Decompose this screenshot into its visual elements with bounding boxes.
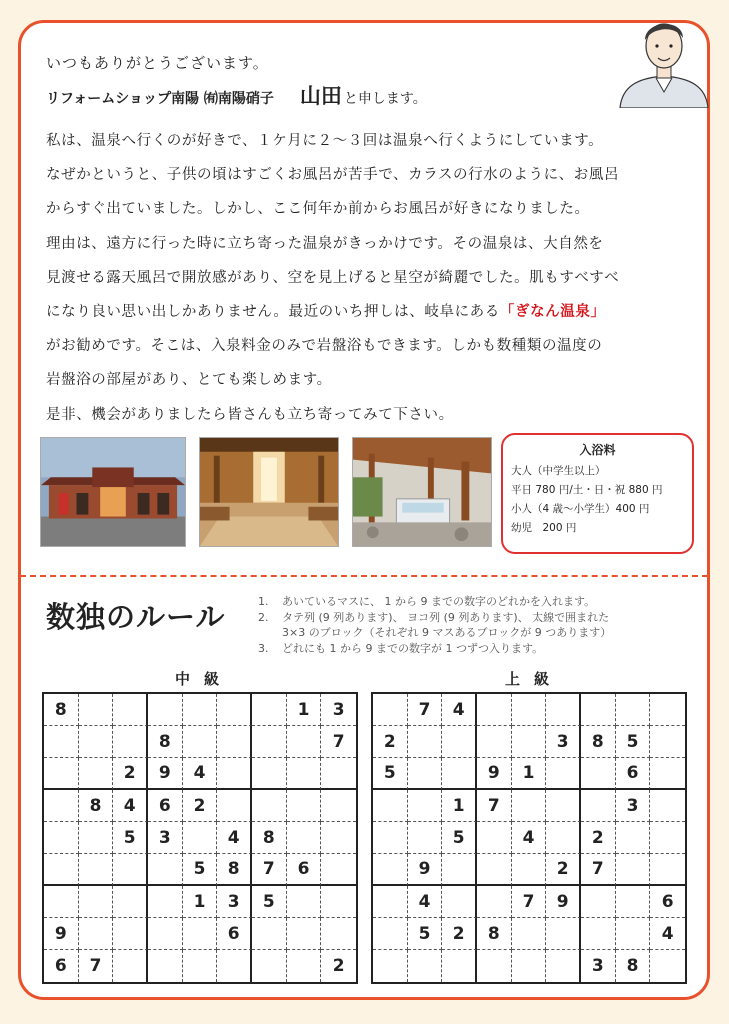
essay-line: がお勧めです。そこは、入泉料金のみで岩盤浴もできます。しかも数種類の温度の [46,338,603,355]
sudoku-cell[interactable] [44,726,79,758]
essay-line: からすぐ出ていました。しかし、ここ何年か前からお風呂が好きになりました。 [46,201,590,218]
onsen-exterior-photo [40,437,186,547]
essay-line: なぜかというと、子供の頃はすごくお風呂が苦手で、カラスの行水のように、お風呂 [46,167,620,184]
sudoku-cell[interactable]: 8 [616,950,651,982]
sudoku-rules-title: 数独のルール [46,600,226,634]
sudoku-cell[interactable] [477,726,512,758]
sudoku-cell[interactable] [113,886,148,918]
rule-text: あいているマスに、 1 から 9 までの数字のどれかを入れます。 [282,595,596,608]
sudoku-cell[interactable]: 6 [217,918,252,950]
sudoku-cell[interactable]: 8 [581,726,616,758]
sudoku-cell[interactable] [408,726,443,758]
staff-avatar-illustration [612,8,716,108]
essay-line: 理由は、遠方に行った時に立ち寄った温泉がきっかけです。その温泉は、大自然を [46,235,604,252]
sudoku-cell[interactable]: 8 [79,790,114,822]
sudoku-cell[interactable]: 7 [79,950,114,982]
sudoku-cell[interactable]: 9 [408,854,443,886]
essay-line: 岩盤浴の部屋があり、とても楽しめます。 [46,372,332,389]
sudoku-cell[interactable]: 7 [408,694,443,726]
sudoku-cell[interactable]: 6 [148,790,183,822]
sudoku-cell[interactable] [442,950,477,982]
sudoku-cell[interactable] [408,950,443,982]
hard-level-label: 上級 [505,670,564,688]
sudoku-cell[interactable] [373,694,408,726]
sudoku-cell[interactable]: 1 [442,790,477,822]
sudoku-cell[interactable] [79,918,114,950]
sudoku-cell[interactable] [512,694,547,726]
sudoku-cell[interactable] [79,854,114,886]
sudoku-grid-hard [371,692,687,984]
sudoku-cell[interactable] [44,886,79,918]
sudoku-cell[interactable] [113,726,148,758]
rule-item [258,594,611,610]
sudoku-cell[interactable] [581,790,616,822]
sudoku-cell[interactable] [321,886,356,918]
sudoku-cell[interactable] [79,694,114,726]
sudoku-cell[interactable]: 4 [217,822,252,854]
rotenburo-photo [352,437,492,547]
sudoku-cell[interactable] [442,854,477,886]
sudoku-cell[interactable] [321,822,356,854]
rule-number: 2. [258,610,269,624]
sudoku-cell[interactable]: 3 [321,694,356,726]
sudoku-cell[interactable] [373,822,408,854]
sudoku-cell[interactable] [217,726,252,758]
fee-row: 大人（中学生以上） [511,465,606,477]
sudoku-cell[interactable] [183,918,218,950]
essay-line: 見渡せる露天風呂で開放感があり、空を見上げると星空が綺麗でした。肌もすべすべ [46,269,620,286]
sudoku-cell[interactable]: 3 [581,950,616,982]
sudoku-cell[interactable]: 6 [616,758,651,790]
rule-text: 3×3 のブロック（それぞれ 9 マスあるブロックが 9 つあります） [282,626,612,639]
sudoku-cell[interactable]: 3 [217,886,252,918]
sudoku-cell[interactable] [287,822,322,854]
sudoku-cell[interactable] [650,758,685,790]
sudoku-cell[interactable] [477,694,512,726]
sudoku-cell[interactable]: 7 [581,854,616,886]
sudoku-cell[interactable] [321,854,356,886]
sudoku-cell[interactable]: 2 [442,918,477,950]
sudoku-cell[interactable] [650,726,685,758]
sudoku-cell[interactable] [442,886,477,918]
sudoku-cell[interactable]: 4 [512,822,547,854]
rule-text: どれにも 1 から 9 までの数字が 1 つずつ入ります。 [282,641,544,655]
sudoku-cell[interactable]: 2 [546,854,581,886]
rule-text: タテ列 (9 列あります)、 ヨコ列 (9 列あります)、 太線で囲まれた [282,610,610,624]
sudoku-cell[interactable]: 4 [442,694,477,726]
sudoku-cell[interactable] [442,758,477,790]
sudoku-cell[interactable] [79,822,114,854]
sudoku-cell[interactable] [252,950,287,982]
sudoku-cell[interactable] [252,790,287,822]
sudoku-cell[interactable] [44,758,79,790]
sudoku-cell[interactable]: 5 [252,886,287,918]
sudoku-cell[interactable]: 1 [287,694,322,726]
sudoku-cell[interactable] [79,726,114,758]
sudoku-cell[interactable] [408,790,443,822]
sudoku-cell[interactable] [252,726,287,758]
sudoku-cell[interactable] [217,694,252,726]
sudoku-cell[interactable]: 5 [616,726,651,758]
rule-item-continued [258,625,611,641]
essay-body [46,124,686,432]
sudoku-cell[interactable] [79,758,114,790]
sudoku-cell[interactable]: 1 [512,758,547,790]
sudoku-cell[interactable] [321,758,356,790]
sudoku-cell[interactable]: 4 [183,758,218,790]
sudoku-cell[interactable] [546,694,581,726]
sudoku-cell[interactable] [44,790,79,822]
sudoku-cell[interactable] [148,886,183,918]
section-divider [20,575,708,577]
essay-line-highlight [46,295,686,329]
sudoku-cell[interactable] [148,950,183,982]
sudoku-cell[interactable] [217,950,252,982]
sudoku-cell[interactable] [113,854,148,886]
sudoku-cell[interactable] [616,694,651,726]
sudoku-cell[interactable]: 3 [616,790,651,822]
sudoku-cell[interactable] [373,854,408,886]
sudoku-cell[interactable] [113,918,148,950]
sudoku-cell[interactable] [287,886,322,918]
ganbanyoku-room-photo [199,437,339,547]
sudoku-cell[interactable] [616,918,651,950]
sudoku-cell[interactable] [373,886,408,918]
shop-intro-line [46,80,427,110]
sudoku-cell[interactable] [546,790,581,822]
sudoku-cell[interactable]: 6 [44,950,79,982]
sudoku-cell[interactable] [148,918,183,950]
sudoku-cell[interactable] [321,918,356,950]
sudoku-cell[interactable] [183,822,218,854]
sudoku-cell[interactable] [650,790,685,822]
sudoku-cell[interactable]: 9 [148,758,183,790]
sudoku-cell[interactable]: 4 [650,918,685,950]
sudoku-cell[interactable] [44,854,79,886]
sudoku-cell[interactable] [477,950,512,982]
sudoku-cell[interactable]: 2 [332,956,345,976]
sudoku-cell[interactable]: 5 [113,822,148,854]
sudoku-cell[interactable] [373,918,408,950]
sudoku-cell[interactable]: 4 [408,886,443,918]
sudoku-cell[interactable]: 7 [477,790,512,822]
onsen-name-highlight: 「ぎなん温泉」 [499,303,606,320]
sudoku-cell[interactable] [113,950,148,982]
sudoku-cell[interactable] [616,854,651,886]
sudoku-cell[interactable] [148,694,183,726]
sudoku-cell[interactable]: 9 [546,886,581,918]
sudoku-cell[interactable] [183,694,218,726]
sudoku-cell[interactable] [512,790,547,822]
sudoku-cell[interactable] [252,758,287,790]
sudoku-cell[interactable] [113,694,148,726]
sudoku-cell[interactable]: 9 [44,918,79,950]
sudoku-cell[interactable]: 3 [546,726,581,758]
sudoku-cell[interactable]: 2 [183,790,218,822]
sudoku-cell[interactable] [546,758,581,790]
sudoku-cell[interactable] [477,822,512,854]
sudoku-cell[interactable] [546,918,581,950]
sudoku-cell[interactable]: 8 [217,854,252,886]
sudoku-cell[interactable]: 8 [148,726,183,758]
rule-number: 3. [258,641,269,655]
sudoku-cell[interactable] [650,854,685,886]
sudoku-cell[interactable]: 5 [408,918,443,950]
fee-row: 平日 780 円/土・日・祝 880 円 [511,484,663,496]
sudoku-cell[interactable]: 8 [477,918,512,950]
sudoku-grid-medium [42,692,358,984]
sudoku-cell[interactable] [512,918,547,950]
sudoku-rules-list [258,594,611,656]
sudoku-cell[interactable]: 5 [183,854,218,886]
sudoku-cell[interactable] [183,950,218,982]
sudoku-cell[interactable] [581,758,616,790]
sudoku-cell[interactable]: 5 [442,822,477,854]
shop-name: リフォームショップ南陽 ㈲南陽硝子 [46,91,274,107]
bath-fee-title: 入浴料 [579,443,616,457]
sudoku-cell[interactable]: 2 [581,822,616,854]
sudoku-cell[interactable] [287,918,322,950]
sudoku-cell[interactable] [581,694,616,726]
sudoku-cell[interactable]: 5 [373,758,408,790]
sudoku-cell[interactable] [252,918,287,950]
sudoku-cell[interactable]: 7 [321,726,356,758]
sudoku-cell[interactable] [148,854,183,886]
sudoku-cell[interactable] [581,886,616,918]
staff-name: 山田 [299,84,342,108]
sudoku-cell[interactable] [512,950,547,982]
sudoku-cell[interactable] [287,790,322,822]
essay-line: 是非、機会がありましたら皆さんも立ち寄ってみて下さい。 [46,406,454,423]
sudoku-cell[interactable] [581,918,616,950]
sudoku-cell[interactable] [546,950,581,982]
sudoku-cell[interactable] [650,694,685,726]
sudoku-cell[interactable]: 7 [252,854,287,886]
essay-line: 私は、温泉へ行くのが好きで、１ケ月に２～３回は温泉へ行くようにしています。 [46,133,604,149]
sudoku-cell[interactable] [373,790,408,822]
sudoku-cell[interactable] [183,726,218,758]
sudoku-cell[interactable] [79,886,114,918]
sudoku-cell[interactable] [442,726,477,758]
sudoku-cell[interactable]: 2 [373,726,408,758]
sudoku-cell[interactable]: 2 [113,758,148,790]
sudoku-cell[interactable] [44,822,79,854]
rule-item [258,641,611,657]
bath-fee-box [501,433,694,554]
sudoku-cell[interactable] [287,726,322,758]
greeting-text: いつもありがとうございます。 [46,54,269,72]
sudoku-cell[interactable]: 6 [650,886,685,918]
sudoku-cell[interactable] [512,854,547,886]
rule-number: 1. [258,595,269,608]
sudoku-cell[interactable] [408,758,443,790]
fee-row: 幼児 200 円 [511,522,577,534]
sudoku-cell[interactable] [546,822,581,854]
sudoku-cell[interactable] [616,886,651,918]
sudoku-cell[interactable] [512,726,547,758]
essay-line-text: になり良い思い出しかありません。最近のいち押しは、岐阜にある [46,303,500,320]
sudoku-cell[interactable] [217,758,252,790]
rule-item [258,610,611,626]
sudoku-cell[interactable]: 7 [512,886,547,918]
sudoku-cell[interactable]: 3 [148,822,183,854]
sudoku-cell[interactable] [217,790,252,822]
sudoku-cell[interactable] [287,950,322,982]
sudoku-cell[interactable] [650,822,685,854]
sudoku-cell[interactable]: 4 [113,790,148,822]
sudoku-cell[interactable] [373,950,408,982]
sudoku-cell[interactable] [287,758,322,790]
sudoku-cell[interactable]: 6 [287,854,322,886]
medium-level-label: 中級 [175,670,234,688]
sudoku-cell[interactable] [252,694,287,726]
sudoku-cell[interactable] [321,790,356,822]
sudoku-cell[interactable] [650,950,685,982]
sudoku-cell[interactable]: 9 [477,758,512,790]
sudoku-cell[interactable] [408,822,443,854]
staff-name-suffix: と申します。 [343,91,427,107]
sudoku-cell[interactable]: 8 [44,694,79,726]
sudoku-cell[interactable] [616,822,651,854]
sudoku-cell[interactable]: 8 [252,822,287,854]
sudoku-cell[interactable]: 1 [183,886,218,918]
sudoku-cell[interactable] [477,854,512,886]
sudoku-cell[interactable] [477,886,512,918]
fee-row: 小人（4 歳～小学生）400 円 [511,503,650,515]
